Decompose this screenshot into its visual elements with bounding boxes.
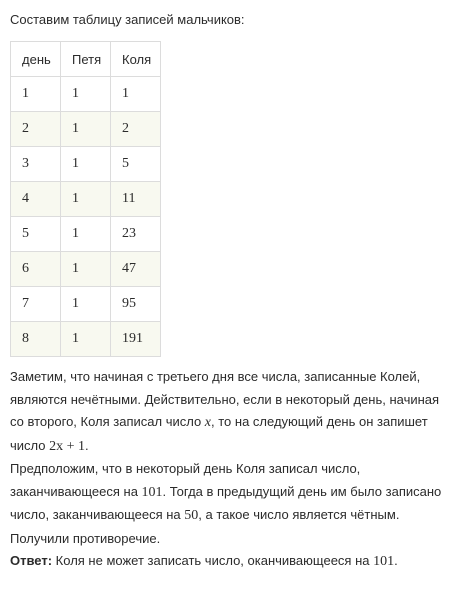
table-row xyxy=(11,182,161,217)
cell-kolya: 11 xyxy=(111,182,161,217)
table-row xyxy=(11,147,161,182)
math-number-101: 101 xyxy=(141,484,163,500)
records-table xyxy=(10,41,161,357)
table-row xyxy=(11,252,161,287)
answer-text-a: Коля не может записать число, оканчивающееся на xyxy=(52,553,374,568)
cell-petya: 1 xyxy=(61,112,111,147)
paragraph-odd-text-a: Заметим, что начиная с третьего дня все числа, записанные Колей, являются нечётными. Действительно, если в некоторый день, начиная со второго, Коля записал число xyxy=(10,369,440,429)
cell-kolya: 191 xyxy=(111,322,161,357)
table-row xyxy=(11,287,161,322)
cell-petya: 1 xyxy=(61,182,111,217)
table-row xyxy=(11,77,161,112)
cell-day: 5 xyxy=(11,217,61,252)
paragraph-contra-text-a: Предположим, что в некоторый день Коля записал число, заканчивающееся на xyxy=(10,461,361,499)
paragraph-odd-numbers xyxy=(10,366,450,458)
cell-kolya: 23 xyxy=(111,217,161,252)
cell-kolya: 95 xyxy=(111,287,161,322)
table-row xyxy=(11,112,161,147)
cell-kolya: 47 xyxy=(111,252,161,287)
paragraph-contra-text-c: , а такое число является чётным. Получили противоречие. xyxy=(10,507,400,546)
table-row xyxy=(11,217,161,252)
cell-petya: 1 xyxy=(61,217,111,252)
paragraph-odd-text-c: . xyxy=(85,437,89,453)
math-number-50: 50 xyxy=(184,508,199,523)
cell-day: 1 xyxy=(11,77,61,112)
cell-day: 2 xyxy=(11,112,61,147)
answer-label: Ответ: xyxy=(10,553,53,568)
cell-day: 8 xyxy=(11,322,61,357)
table-row xyxy=(11,322,161,357)
answer-text-b: . xyxy=(394,553,398,568)
cell-petya: 1 xyxy=(61,147,111,182)
table-header-row xyxy=(11,42,161,77)
answer-number: 101 xyxy=(373,554,395,569)
cell-day: 7 xyxy=(11,287,61,322)
cell-kolya: 2 xyxy=(111,112,161,147)
cell-day: 6 xyxy=(11,252,61,287)
math-expression: 2x + 1 xyxy=(49,438,86,454)
paragraph-odd-text-b: , то на следующий день он запишет число xyxy=(10,414,428,453)
header-petya: Петя xyxy=(61,42,111,77)
cell-day: 3 xyxy=(11,147,61,182)
answer-line xyxy=(10,550,450,574)
cell-kolya: 5 xyxy=(111,147,161,182)
cell-petya: 1 xyxy=(61,287,111,322)
cell-kolya: 1 xyxy=(111,77,161,112)
cell-petya: 1 xyxy=(61,252,111,287)
paragraph-contra-text-b: . Тогда в предыдущий день им было записано число, заканчивающееся на xyxy=(10,483,442,522)
cell-day: 4 xyxy=(11,182,61,217)
cell-petya: 1 xyxy=(61,322,111,357)
solution-text xyxy=(10,366,450,574)
cell-petya: 1 xyxy=(61,77,111,112)
intro-text: Составим таблицу записей мальчиков: xyxy=(10,12,245,27)
header-day: день xyxy=(11,42,61,77)
paragraph-contradiction xyxy=(10,458,450,550)
math-variable-x: x xyxy=(204,415,212,430)
header-kolya: Коля xyxy=(111,42,161,77)
